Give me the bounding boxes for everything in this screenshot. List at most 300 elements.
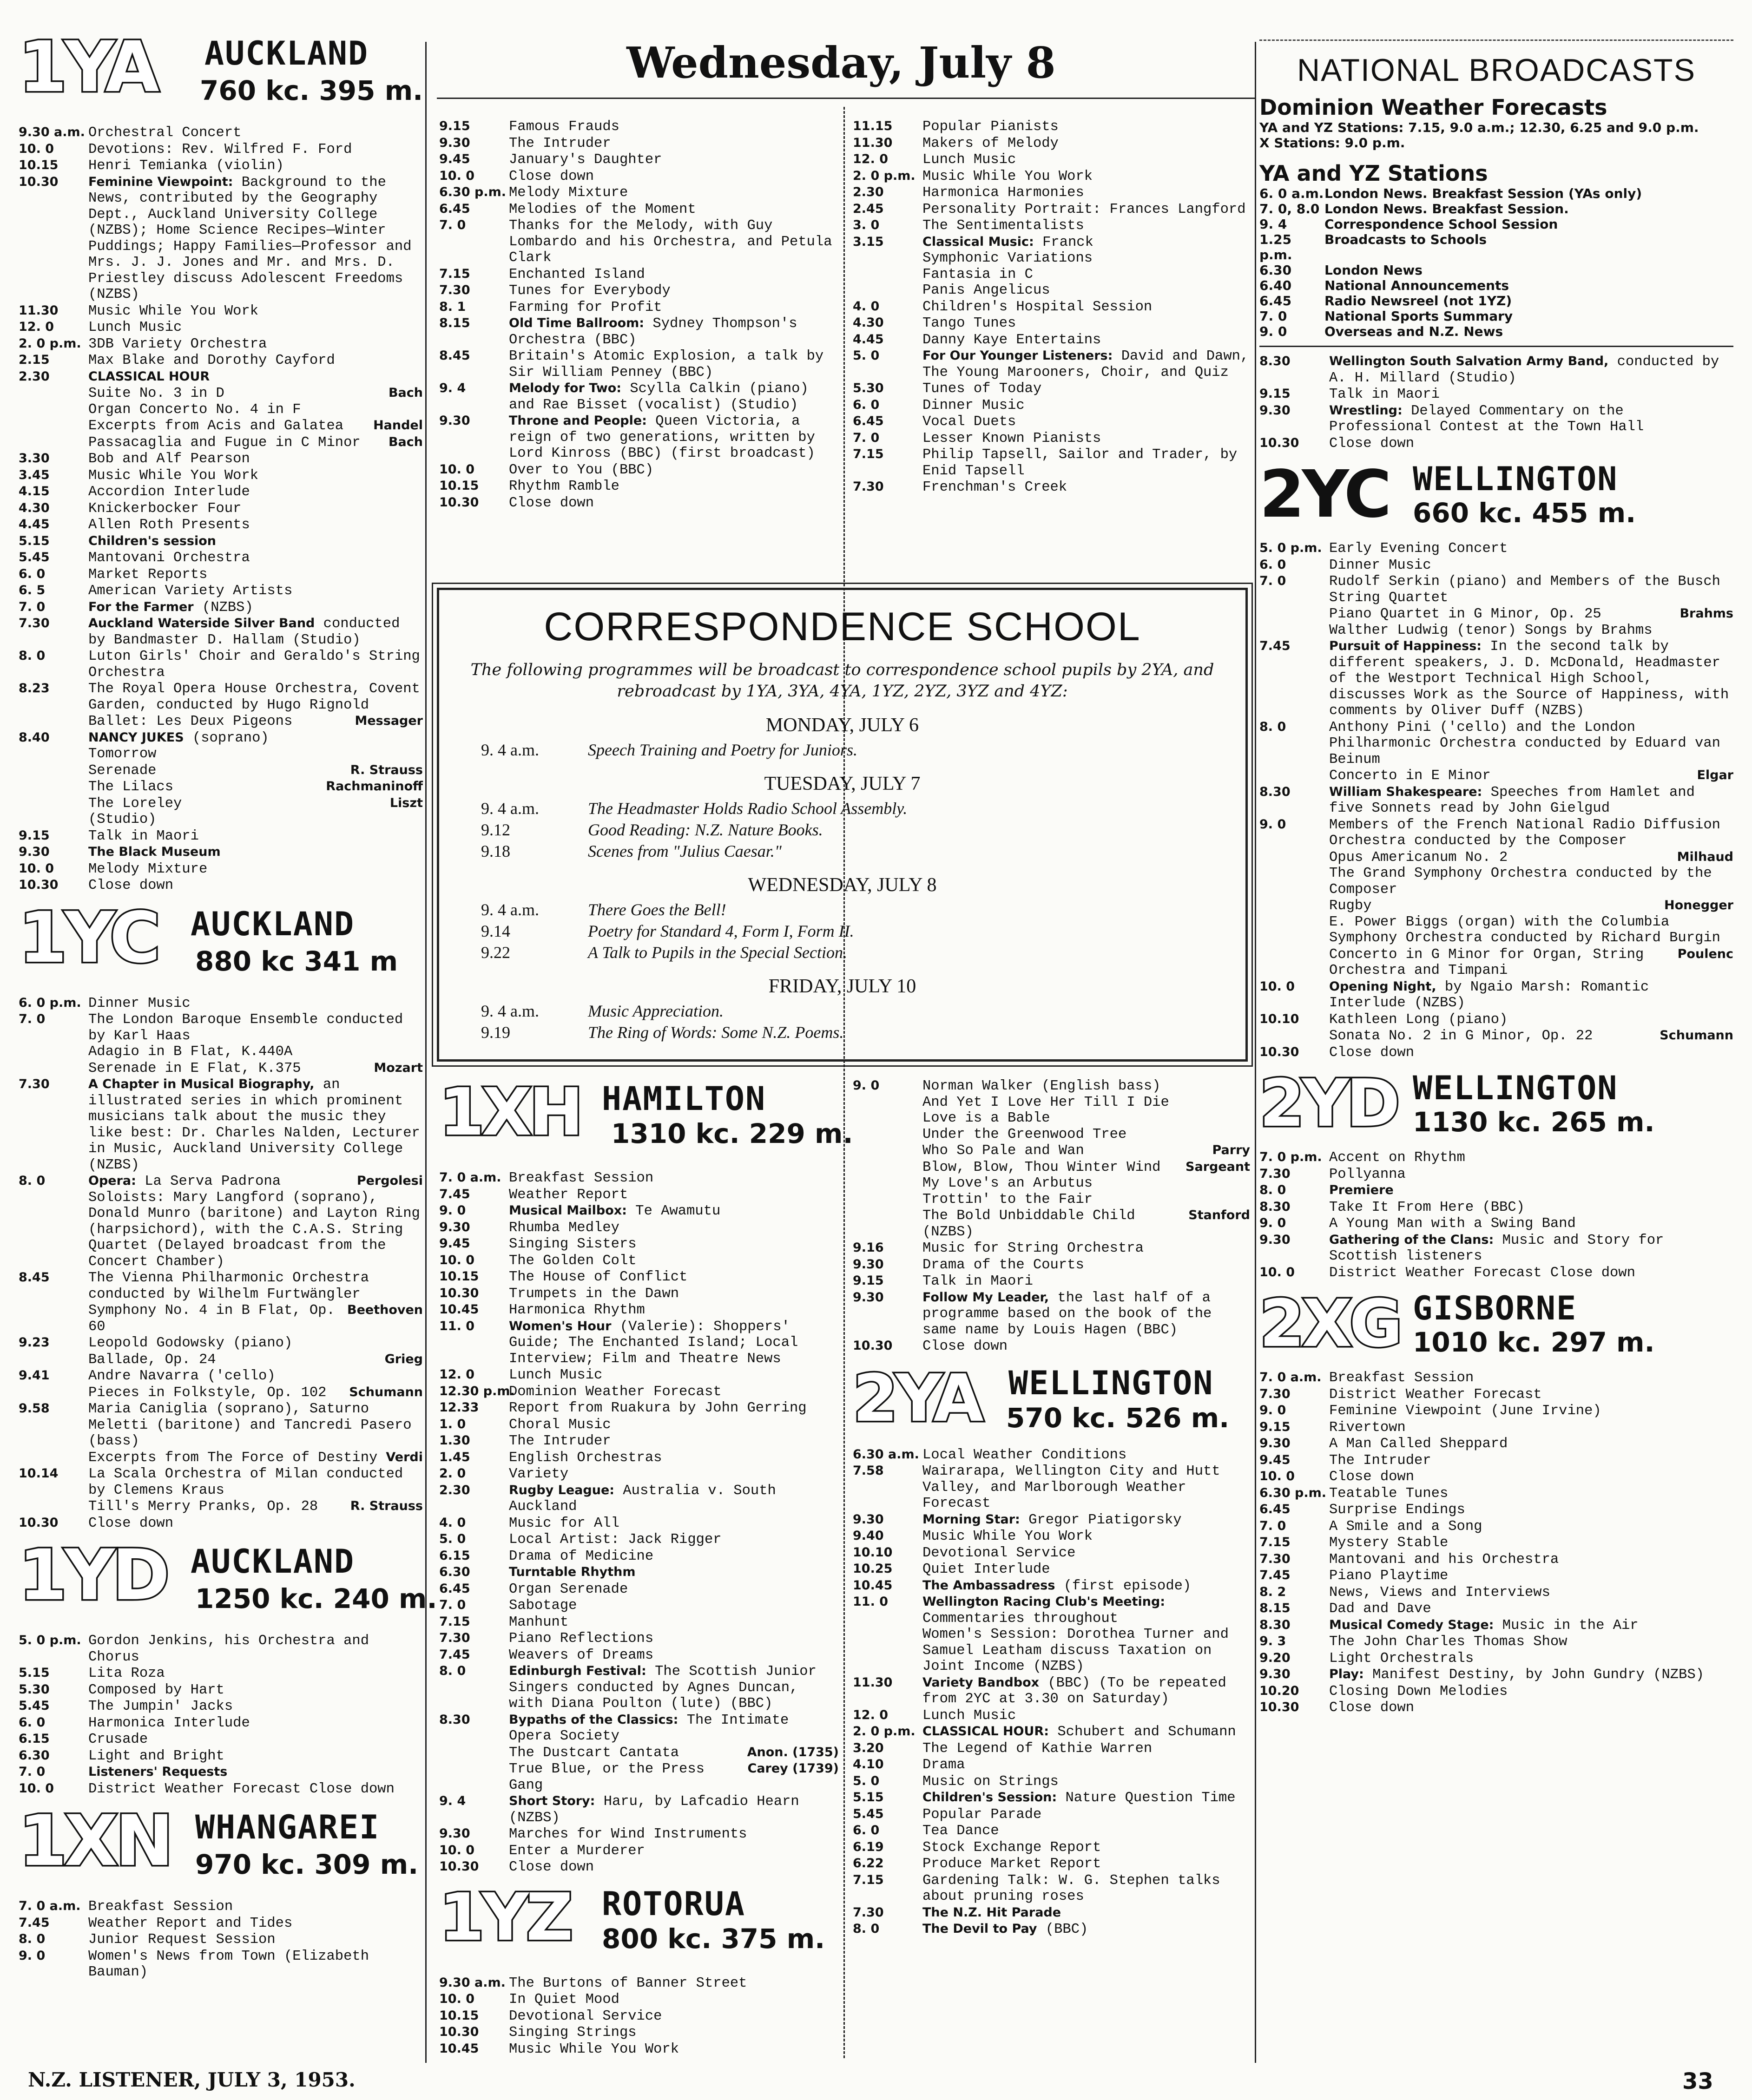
- page-title: Wednesday, July 8: [626, 38, 1056, 88]
- programme-title: Music While You Work: [88, 303, 259, 319]
- programme-time: 10.30: [1259, 1700, 1299, 1714]
- programme-time: 2. 0: [439, 1466, 466, 1481]
- column-4: [1259, 39, 1733, 1716]
- national-item: [1259, 201, 1733, 217]
- programme-item: [19, 467, 423, 484]
- programme-item: [19, 1515, 423, 1532]
- programme-subitem: [439, 1761, 839, 1793]
- programme-time: 8.45: [439, 348, 470, 363]
- programme-title: Take It From Here (BBC): [1329, 1199, 1525, 1215]
- programme-title: The Jumpin' Jacks: [88, 1699, 233, 1714]
- programme-item: [439, 2008, 839, 2025]
- station-header-2yc: [1259, 457, 1733, 537]
- programme-title: NANCY JUKES (soprano): [88, 730, 269, 746]
- programme-title: Knickerbocker Four: [88, 500, 242, 517]
- programme-highlight: Premiere: [1329, 1183, 1394, 1197]
- station-header-2ya: [853, 1360, 1250, 1443]
- programme-item: [19, 451, 423, 467]
- programme-item: [853, 1257, 1250, 1273]
- programme-time: 10.10: [1259, 1011, 1299, 1026]
- programme-title: The House of Conflict: [509, 1269, 688, 1285]
- programme-time: 7.15: [1259, 1535, 1291, 1549]
- programme-time: 9.30: [853, 1512, 884, 1527]
- programme-item: [1259, 354, 1733, 386]
- programme-item: [19, 1335, 423, 1352]
- column-2-lower: [439, 1075, 853, 2057]
- programme-title: The Ambassadress (first episode): [922, 1578, 1192, 1594]
- national-time: 7. 0: [1259, 308, 1287, 324]
- programme-time: 7.15: [853, 1872, 884, 1887]
- programme-title: The Devil to Pay (BBC): [922, 1922, 1088, 1937]
- national-title: NATIONAL BROADCASTS: [1297, 52, 1696, 88]
- programme-time: 7.30: [19, 1077, 50, 1091]
- programme-item: [439, 478, 839, 495]
- programme-list-1yd: [19, 1633, 423, 1797]
- programme-time: 7.30: [1259, 1386, 1291, 1401]
- cs-time: 9. 4 a.m.: [481, 900, 539, 919]
- piece-title: Passacaglia and Fugue in C Minor: [88, 434, 361, 451]
- programme-item: [1259, 1502, 1733, 1518]
- composer: Carey (1739): [747, 1761, 839, 1776]
- programme-subitem: [1259, 623, 1733, 639]
- programme-item: [853, 1773, 1250, 1790]
- programme-title: Variety: [509, 1466, 569, 1482]
- cs-lesson: [439, 1022, 1245, 1043]
- programme-title: January's Daughter: [509, 152, 662, 168]
- programme-item: [19, 616, 423, 648]
- programme-item: [1259, 1617, 1733, 1634]
- page-number: 33: [1682, 2068, 1713, 2094]
- programme-item: [19, 1698, 423, 1715]
- programme-item: [1259, 784, 1733, 817]
- programme-title: Norman Walker (English bass): [922, 1078, 1161, 1094]
- programme-title: Talk in Maori: [88, 828, 199, 844]
- programme-list-1ya: [19, 125, 423, 894]
- programme-time: 8. 0: [1259, 719, 1286, 734]
- programme-highlight: Bypaths of the Classics:: [509, 1712, 678, 1727]
- composer: Beethoven: [347, 1303, 423, 1317]
- national-time: 6.40: [1259, 278, 1292, 293]
- programme-time: 6.15: [439, 1548, 470, 1563]
- programme-time: 8. 0: [19, 1174, 46, 1188]
- programme-title: Market Reports: [88, 566, 208, 583]
- programme-item: [1259, 1182, 1733, 1199]
- programme-highlight: Wellington Racing Club's Meeting:: [922, 1595, 1166, 1609]
- piece-title: Organ Concerto No. 4 in F: [88, 401, 301, 418]
- piece-title: Rugby: [1329, 898, 1372, 914]
- programme-item: [1259, 1551, 1733, 1568]
- station-name: AUCKLAND: [191, 905, 355, 943]
- programme-title: Dad and Dave: [1329, 1601, 1431, 1617]
- piece-title: Opus Americanum No. 2: [1329, 849, 1508, 866]
- cs-lesson: [439, 899, 1245, 920]
- station-header-1yc: [19, 897, 423, 991]
- programme-title: The Intruder: [509, 1433, 611, 1449]
- piece-title: Ballet: Les Deux Pigeons: [88, 714, 293, 729]
- programme-list-1xh: [439, 1170, 839, 1876]
- composer: Messager: [355, 714, 423, 728]
- programme-item: [19, 369, 423, 386]
- programme-title: Music for All: [509, 1515, 619, 1531]
- programme-item: [19, 1401, 423, 1450]
- programme-item: [439, 1319, 839, 1367]
- programme-title: Early Evening Concert: [1329, 541, 1508, 557]
- programme-time: 10. 0: [1259, 979, 1295, 994]
- programme-title: The Intruder: [1329, 1452, 1431, 1469]
- composer: Anon. (1735): [747, 1745, 839, 1759]
- programme-item: [439, 1269, 839, 1286]
- programme-time: 8.30: [1259, 784, 1291, 799]
- programme-item: [19, 125, 423, 141]
- programme-time: 6.22: [853, 1856, 884, 1870]
- programme-title: Close down: [1329, 1700, 1415, 1716]
- programme-time: 10. 0: [439, 168, 475, 183]
- programme-item: [439, 381, 839, 413]
- programme-item: [853, 118, 1250, 135]
- programme-time: 7.30: [853, 479, 884, 494]
- programme-time: 12.33: [439, 1400, 479, 1415]
- programme-highlight: Women's Hour: [509, 1319, 612, 1333]
- programme-time: 6. 0: [1259, 557, 1286, 572]
- programme-time: 12. 0: [853, 1707, 889, 1722]
- programme-title: The Legend of Kathie Warren: [922, 1740, 1153, 1757]
- programme-time: 8.40: [19, 730, 50, 745]
- programme-time: 7.45: [439, 1187, 470, 1201]
- programme-title: Trumpets in the Dawn: [509, 1286, 679, 1302]
- programme-item: [853, 397, 1250, 414]
- programme-time: 10.10: [853, 1545, 893, 1560]
- programme-time: 8. 0: [19, 1932, 46, 1946]
- programme-title: Gathering of the Clans: Music and Story for Scottish listeners: [1329, 1232, 1664, 1264]
- programme-title: Opening Night, by Ngaio Marsh: Romantic Interlude (NZBS): [1329, 979, 1649, 1011]
- programme-title: Devotions: Rev. Wilfred F. Ford: [88, 141, 352, 158]
- programme-highlight: Feminine Viewpoint:: [88, 174, 233, 189]
- programme-title: Manhunt: [509, 1614, 569, 1630]
- piece-title: Symphonic Variations: [922, 250, 1093, 266]
- cs-time: 9.19: [481, 1023, 510, 1042]
- cs-lesson-title: Poetry for Standard 4, Form I, Form II.: [588, 922, 854, 940]
- programme-title: Lunch Music: [922, 152, 1016, 168]
- station-header-2yd: [1259, 1066, 1733, 1146]
- programme-time: 10.30: [19, 878, 59, 892]
- programme-item: [853, 1856, 1250, 1872]
- programme-time: 3.30: [19, 451, 50, 466]
- programme-title: Harmonica Interlude: [88, 1715, 250, 1731]
- programme-item: [1259, 1634, 1733, 1650]
- composer: Schumann: [349, 1385, 423, 1399]
- programme-title: Enter a Murderer: [509, 1843, 645, 1859]
- column-3-lower: [853, 1078, 1250, 1938]
- cs-lesson-title: Speech Training and Poetry for Juniors.: [588, 741, 857, 759]
- programme-subitem: [1259, 914, 1733, 946]
- programme-title: Singing Strings: [509, 2025, 637, 2041]
- programme-item: [853, 217, 1250, 234]
- programme-title: [1329, 1182, 1733, 1199]
- composer: Handel: [373, 418, 423, 433]
- national-item: [1259, 186, 1733, 201]
- programme-title: Produce Market Report: [922, 1856, 1101, 1872]
- programme-title: Choral Music: [509, 1417, 611, 1433]
- programme-item: [19, 1173, 423, 1190]
- programme-item: [19, 1931, 423, 1948]
- programme-time: 4.10: [853, 1757, 884, 1772]
- programme-time: 5.30: [19, 1682, 50, 1697]
- cs-time: 9.18: [481, 842, 510, 860]
- programme-item: [853, 1905, 1250, 1922]
- programme-item: [19, 1898, 423, 1915]
- programme-time: 9.30: [439, 135, 470, 150]
- programme-time: 10.15: [439, 2008, 479, 2023]
- programme-title: Music While You Work: [88, 467, 259, 484]
- programme-title: Maria Caniglia (soprano), Saturno Meletti (baritone) and Tancredi Pasero (bass): [88, 1401, 412, 1449]
- programme-title: Philip Tapsell, Sailor and Trader, by Enid Tapsell: [922, 447, 1238, 479]
- station-name: WHANGAREI: [195, 1808, 380, 1846]
- piece-title: (NZBS): [922, 1224, 974, 1240]
- cs-time: 9. 4 a.m.: [481, 799, 539, 818]
- national-title: London News. Breakfast Session.: [1324, 201, 1569, 217]
- programme-title: Morning Star: Gregor Piatigorsky: [922, 1512, 1182, 1528]
- programme-title: Musical Mailbox: Te Awamutu: [509, 1203, 721, 1219]
- programme-time: 2.45: [853, 201, 884, 216]
- piece-title: Piano Quartet in G Minor, Op. 25: [1329, 606, 1601, 622]
- programme-title: Breakfast Session: [88, 1899, 233, 1915]
- programme-time: 10.45: [439, 2041, 479, 2056]
- programme-title: Breakfast Session: [1329, 1370, 1474, 1386]
- programme-highlight: Musical Mailbox:: [509, 1203, 627, 1218]
- cs-lesson: [439, 840, 1245, 862]
- programme-title: Play: Manifest Destiny, by John Gundry (NZBS): [1329, 1667, 1704, 1683]
- programme-title: Close down: [922, 1339, 1008, 1354]
- programme-time: 9.30: [439, 1220, 470, 1234]
- programme-title: Music While You Work: [922, 1529, 1093, 1544]
- programme-time: 10.30: [439, 2025, 479, 2039]
- programme-subitem: [19, 1352, 423, 1368]
- programme-item: [439, 1220, 839, 1236]
- programme-highlight: Musical Comedy Stage:: [1329, 1617, 1494, 1632]
- programme-highlight: The Devil to Pay: [922, 1922, 1037, 1936]
- programme-title: Weavers of Dreams: [509, 1647, 654, 1663]
- programme-title: Harmonica Harmonies: [922, 185, 1084, 201]
- station-name: GISBORNE: [1413, 1289, 1577, 1327]
- composer: Mozart: [374, 1060, 423, 1075]
- programme-title: Close down: [509, 1859, 594, 1875]
- programme-time: 9.30 a.m.: [19, 125, 85, 139]
- programme-item: [439, 1400, 839, 1417]
- programme-time: 6.19: [853, 1839, 884, 1854]
- station-frequency: 1010 kc. 297 m.: [1413, 1326, 1655, 1358]
- programme-item: [1259, 573, 1733, 606]
- programme-time: 10. 0: [439, 1843, 475, 1857]
- programme-highlight: CLASSICAL HOUR:: [922, 1724, 1049, 1739]
- programme-title: Drama of the Courts: [922, 1257, 1084, 1273]
- column-1: [19, 27, 437, 1981]
- programme-time: 7.45: [19, 1915, 50, 1930]
- composer: Liszt: [389, 795, 423, 810]
- programme-item: [439, 168, 839, 185]
- programme-title: Britain's Atomic Explosion, a talk by Sir William Penney (BBC): [509, 348, 824, 381]
- programme-time: 7.45: [439, 1647, 470, 1662]
- programme-item: [439, 1630, 839, 1647]
- programme-subitem: [853, 250, 1250, 267]
- programme-time: 8.30: [1259, 354, 1291, 368]
- programme-time: 7.30: [1259, 1551, 1291, 1566]
- programme-title: Feminine Viewpoint: Background to the News, contributed by the Geography Dept., Auckland University College (NZBS); Home Science Recipes—Winter Puddings; Happy Families—Professor and Mrs. J. J. Jones and Mr. and Mrs. D. Priestley discuss Adolescent Freedoms (NZBS): [88, 174, 412, 302]
- programme-title: Popular Pianists: [922, 119, 1059, 135]
- national-item: [1259, 262, 1733, 278]
- programme-item: [853, 1463, 1250, 1512]
- programme-subitem: [853, 1095, 1250, 1111]
- programme-item: [1259, 1199, 1733, 1216]
- composer: Bach: [388, 434, 423, 449]
- weather-heading: Dominion Weather Forecasts: [1259, 95, 1607, 120]
- programme-item: [19, 1748, 423, 1765]
- programme-time: 9.30: [1259, 1232, 1291, 1247]
- piece-title: The Grand Symphony Orchestra conducted by the Composer: [1329, 866, 1712, 898]
- programme-time: 9.30: [439, 1826, 470, 1841]
- callsign-1xh: 1XH: [439, 1075, 581, 1150]
- station-header-2xg: [1259, 1286, 1733, 1366]
- station-frequency: 760 kc. 395 m.: [200, 75, 423, 106]
- programme-item: [1259, 1683, 1733, 1700]
- programme-title: The Intruder: [509, 135, 611, 151]
- national-item: [1259, 278, 1733, 293]
- programme-item: [19, 1665, 423, 1682]
- piece-title: Fantasia in C: [922, 266, 1033, 282]
- programme-title: Dominion Weather Forecast: [509, 1384, 722, 1400]
- national-title: Radio Newsreel (not 1YZ): [1324, 293, 1512, 308]
- programme-highlight: The N.Z. Hit Parade: [922, 1905, 1061, 1920]
- piece-title: The Bold Unbiddable Child: [922, 1208, 1135, 1224]
- programme-title: Junior Request Session: [88, 1932, 276, 1948]
- programme-time: 7.45: [1259, 639, 1291, 653]
- programme-time: 9. 4: [439, 1794, 466, 1808]
- programme-subitem: [1259, 849, 1733, 866]
- programme-title: Throne and People: Queen Victoria, a reign of two generations, written by Lord Kinross (BBC) (first broadcast): [509, 413, 815, 461]
- programme-title: Local Weather Conditions: [922, 1447, 1127, 1463]
- programme-time: 7. 0 p.m.: [1259, 1150, 1322, 1164]
- programme-time: 7. 0 a.m.: [439, 1170, 501, 1185]
- composer: Verdi: [386, 1450, 423, 1464]
- programme-time: 8. 0: [1259, 1183, 1286, 1197]
- programme-title: Rugby League: Australia v. South Auckland: [509, 1483, 776, 1515]
- programme-title: District Weather Forecast Close down: [1329, 1265, 1635, 1281]
- programme-time: 3.45: [19, 467, 50, 482]
- cs-lesson-title: Music Appreciation.: [588, 1002, 724, 1020]
- programme-time: 9.45: [439, 1236, 470, 1251]
- programme-title: Accent on Rhythm: [1329, 1150, 1465, 1166]
- cs-lesson: [439, 920, 1245, 942]
- programme-title: Quiet Interlude: [922, 1562, 1050, 1577]
- programme-time: 10.30: [19, 1515, 59, 1530]
- programme-subitem: [853, 1224, 1250, 1240]
- programme-subitem: [1259, 606, 1733, 623]
- programme-time: 6. 0: [853, 397, 880, 412]
- programme-title: Talk in Maori: [922, 1273, 1033, 1289]
- programme-time: 10. 0: [19, 141, 54, 156]
- programme-title: Close down: [1329, 1469, 1415, 1485]
- programme-time: 9. 0: [1259, 1216, 1286, 1230]
- programme-title: Short Story: Haru, by Lafcadio Hearn (NZBS): [509, 1794, 799, 1826]
- programme-time: 9.16: [853, 1240, 884, 1255]
- programme-item: [853, 1528, 1250, 1545]
- programme-highlight: Play:: [1329, 1667, 1364, 1681]
- programme-item: [853, 1561, 1250, 1578]
- programme-title: Children's Session: Nature Question Time: [922, 1790, 1236, 1806]
- cs-lesson: [439, 739, 1245, 761]
- piece-title: Panis Angelicus: [922, 282, 1050, 298]
- cs-lesson-title: The Ring of Words: Some N.Z. Poems.: [588, 1023, 844, 1042]
- programme-title: Members of the French National Radio Diffusion Orchestra conducted by the Composer: [1329, 817, 1720, 849]
- programme-time: 5.45: [19, 1699, 50, 1713]
- programme-time: 7. 0: [19, 1012, 46, 1026]
- national-item: [1259, 232, 1733, 262]
- programme-item: [19, 319, 423, 336]
- programme-title: Tea Dance: [922, 1823, 999, 1839]
- cs-lesson: [439, 819, 1245, 840]
- programme-title: Famous Frauds: [509, 119, 619, 135]
- programme-title: Wellington Racing Club's Meeting: Commentaries throughout: [922, 1595, 1166, 1627]
- programme-highlight: Classical Music:: [922, 234, 1034, 249]
- programme-item: [19, 844, 423, 861]
- programme-time: 9.30: [19, 845, 50, 859]
- programme-item: [1259, 719, 1733, 768]
- programme-time: 10. 0: [19, 861, 54, 876]
- cs-lesson-title: The Headmaster Holds Radio School Assembly.: [588, 799, 908, 818]
- programme-title: For the Farmer (NZBS): [88, 599, 253, 616]
- programme-title: Composed by Hart: [88, 1682, 224, 1698]
- callsign-1yz: 1YZ: [439, 1879, 571, 1956]
- programme-item: [853, 201, 1250, 218]
- programme-item: [853, 479, 1250, 496]
- programme-item: [439, 1826, 839, 1843]
- programme-title: Marches for Wind Instruments: [509, 1826, 747, 1842]
- programme-time: 7.15: [439, 1614, 470, 1629]
- programme-item: [19, 500, 423, 517]
- programme-title: The Sentimentalists: [922, 218, 1084, 234]
- programme-item: [1259, 1370, 1733, 1386]
- programme-item: [439, 1515, 839, 1532]
- cs-lesson-title: Scenes from "Julius Caesar.": [588, 842, 782, 860]
- programme-item: [853, 1757, 1250, 1773]
- programme-highlight: Wellington South Salvation Army Band,: [1329, 354, 1609, 368]
- programme-item: [1259, 1044, 1733, 1061]
- programme-time: 2.30: [439, 1483, 470, 1497]
- programme-time: 6.45: [853, 414, 884, 428]
- programme-title: Music While You Work: [922, 168, 1093, 184]
- programme-title: Kathleen Long (piano): [1329, 1011, 1508, 1028]
- programme-time: 5. 0: [853, 1773, 880, 1788]
- programme-time: 10.30: [439, 495, 479, 510]
- programme-item: [19, 1781, 423, 1798]
- national-item: [1259, 293, 1733, 308]
- programme-highlight: Old Time Ballroom:: [509, 316, 645, 330]
- programme-time: 5. 0 p.m.: [1259, 541, 1322, 555]
- programme-subitem: [19, 1450, 423, 1466]
- programme-time: 9.30: [1259, 403, 1291, 418]
- cs-lesson-title: Good Reading: N.Z. Nature Books.: [588, 820, 823, 839]
- programme-title: Anthony Pini ('cello) and the London Philharmonic Orchestra conducted by Eduard van Beinum: [1329, 719, 1720, 768]
- programme-title: The London Baroque Ensemble conducted by Karl Haas: [88, 1012, 403, 1044]
- programme-time: 6.30 a.m.: [853, 1447, 919, 1462]
- programme-title: Drama: [922, 1757, 965, 1773]
- programme-time: 6. 0: [19, 566, 46, 581]
- piece-title: Concerto in E Minor: [1329, 768, 1491, 784]
- programme-item: [1259, 540, 1733, 557]
- programme-title: Musical Comedy Stage: Music in the Air: [1329, 1617, 1639, 1634]
- programme-item: [19, 1682, 423, 1699]
- piece-title: Pieces in Folkstyle, Op. 102: [88, 1385, 327, 1401]
- programme-subitem: [853, 1159, 1250, 1176]
